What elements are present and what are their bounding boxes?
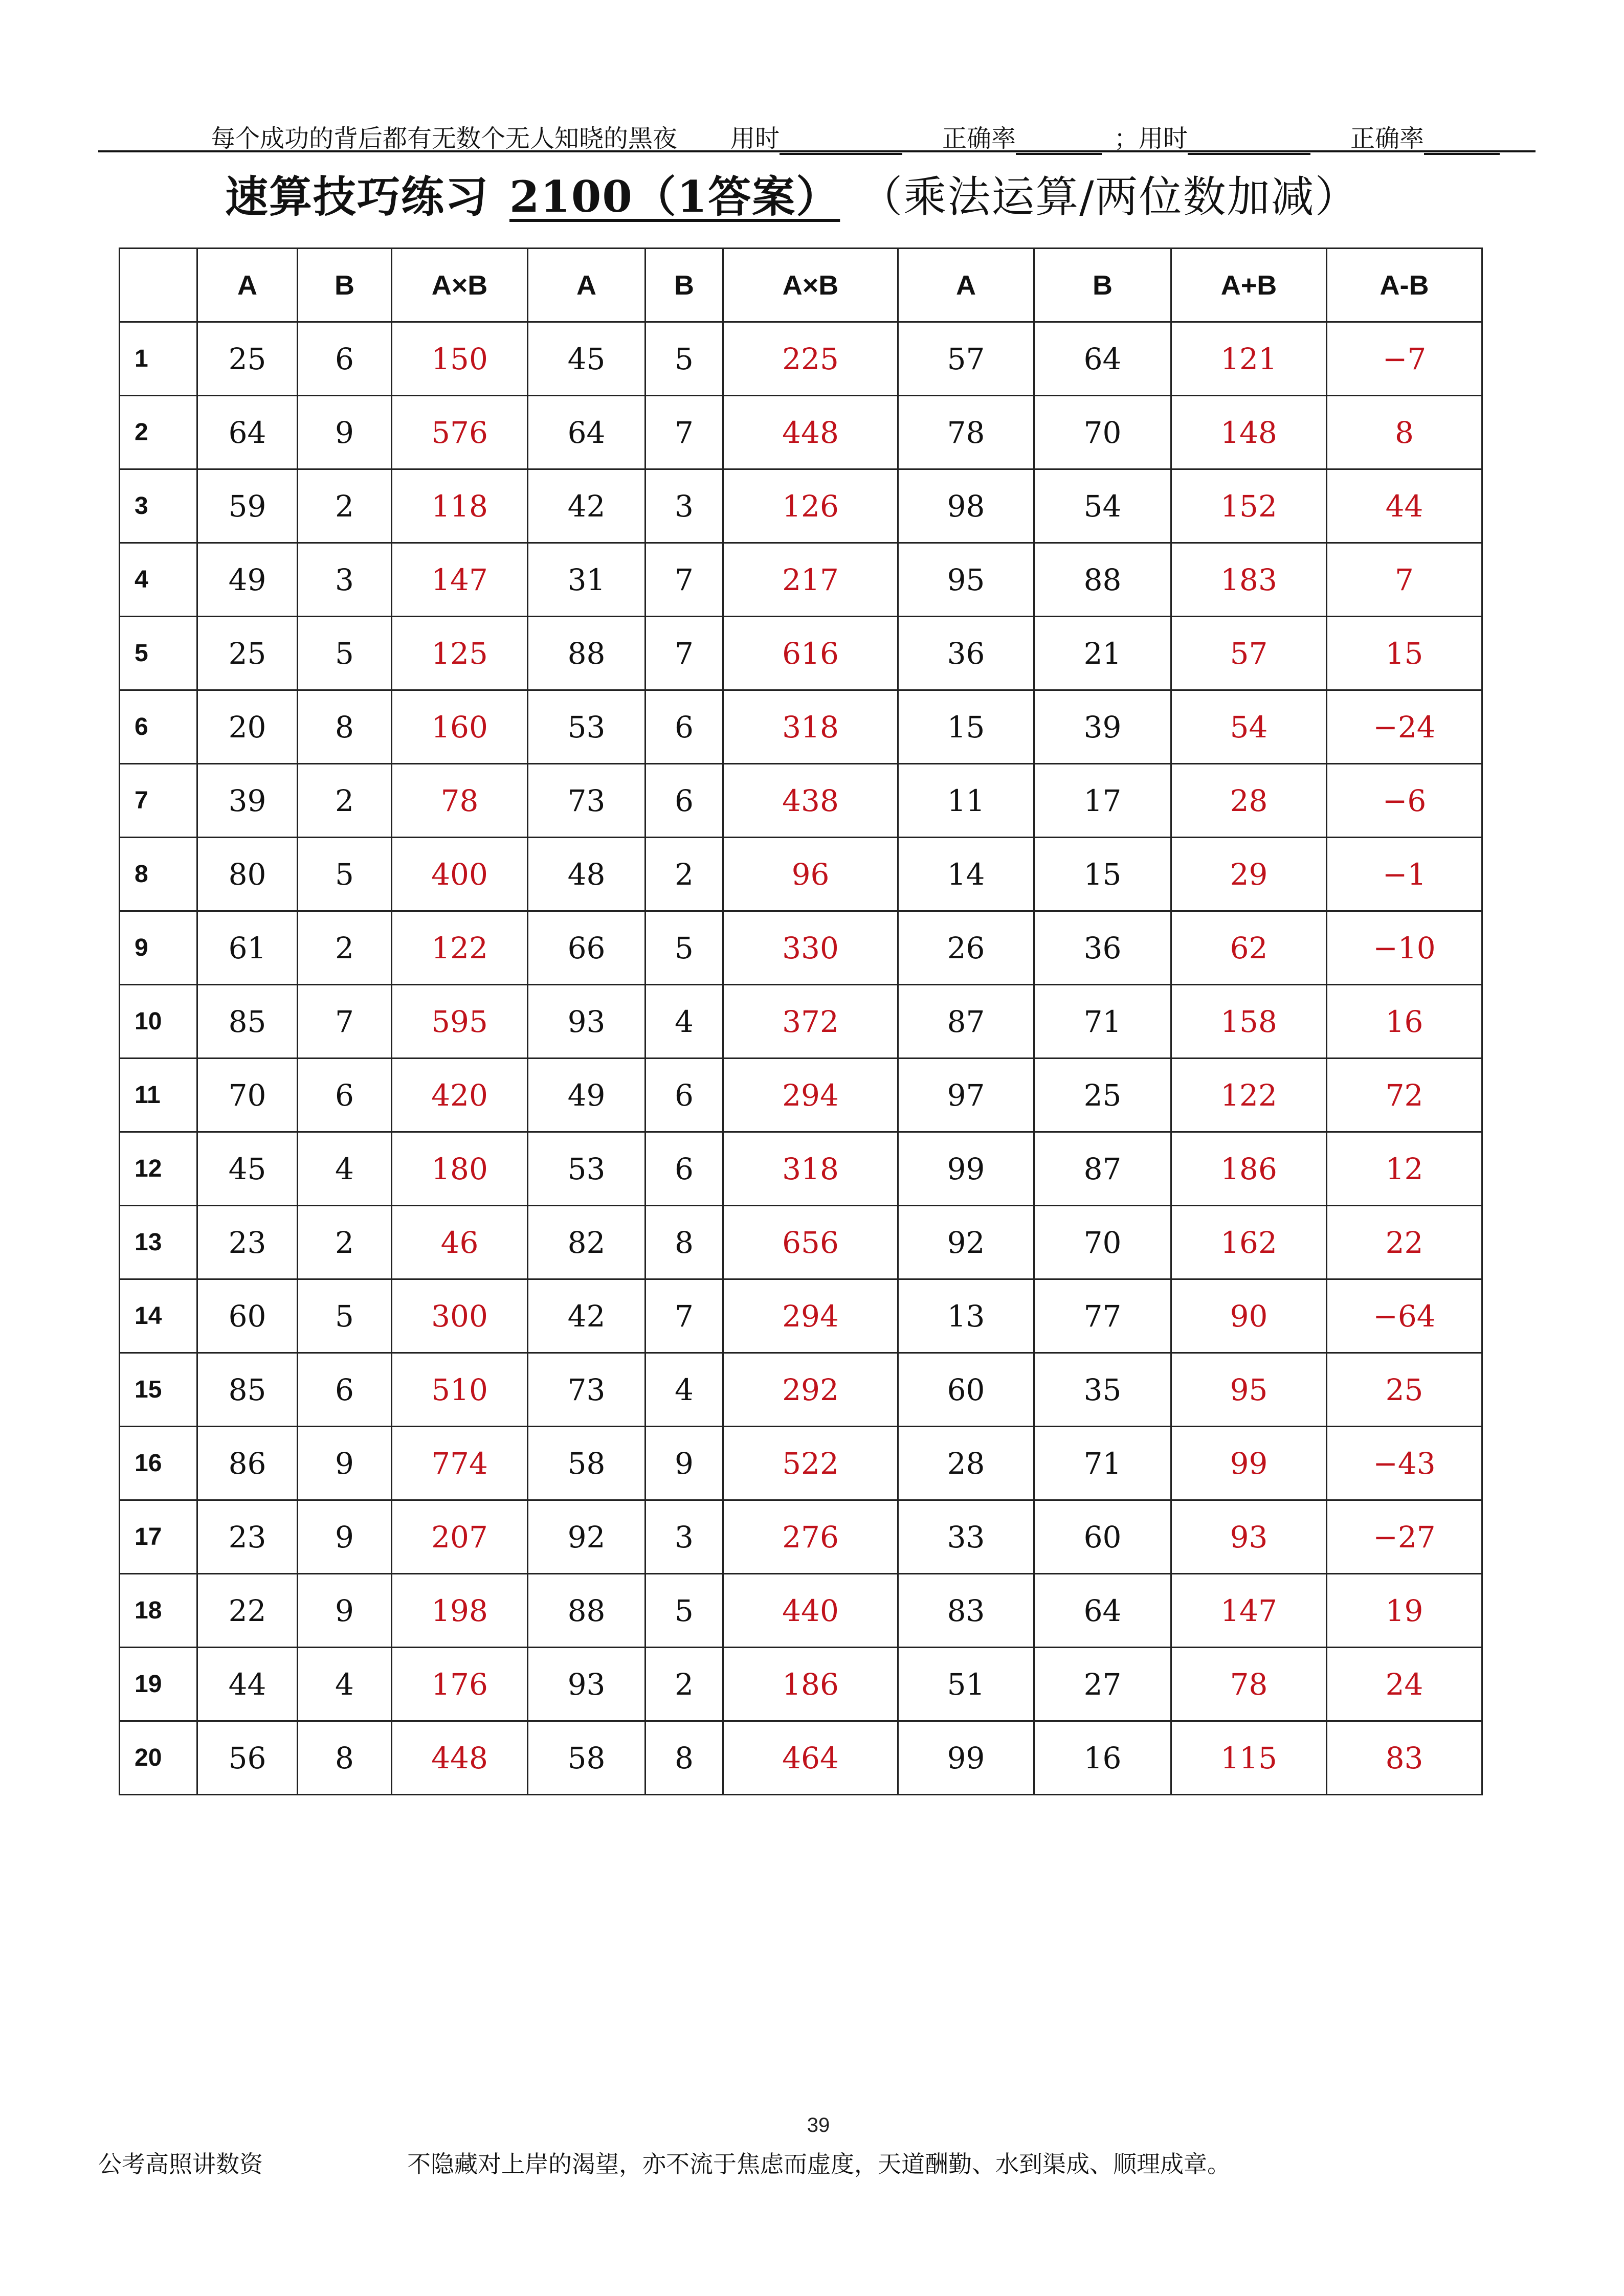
row-number: 4 (120, 543, 197, 617)
answer-cell: 217 (723, 543, 898, 617)
row-number: 9 (120, 911, 197, 985)
answer-cell: 99 (1171, 1427, 1327, 1500)
operand-cell: 64 (528, 396, 646, 469)
answer-cell: 400 (392, 838, 528, 911)
operand-cell: 5 (298, 617, 392, 690)
table-row (120, 985, 1482, 1059)
operand-cell: 93 (528, 985, 646, 1059)
answer-cell: 72 (1327, 1059, 1482, 1132)
answer-cell: 122 (1171, 1059, 1327, 1132)
answer-cell: 78 (1171, 1648, 1327, 1721)
row-number: 14 (120, 1279, 197, 1353)
operand-cell: 42 (528, 469, 646, 543)
table-row (120, 764, 1482, 838)
operand-cell: 39 (197, 764, 298, 838)
table-row (120, 1427, 1482, 1500)
answer-cell: 186 (1171, 1132, 1327, 1206)
operand-cell: 87 (1034, 1132, 1171, 1206)
answer-cell: 294 (723, 1279, 898, 1353)
operand-cell: 85 (197, 1353, 298, 1427)
answer-cell: 95 (1171, 1353, 1327, 1427)
operand-cell: 64 (1034, 1574, 1171, 1648)
header-cell: A-B (1327, 249, 1482, 322)
answer-cell: 440 (723, 1574, 898, 1648)
answer-cell: 464 (723, 1721, 898, 1795)
operand-cell: 3 (646, 1500, 723, 1574)
operand-cell: 4 (298, 1648, 392, 1721)
operand-cell: 7 (646, 617, 723, 690)
table-row (120, 617, 1482, 690)
operand-cell: 21 (1034, 617, 1171, 690)
answer-cell: 162 (1171, 1206, 1327, 1279)
operand-cell: 23 (197, 1500, 298, 1574)
operand-cell: 25 (1034, 1059, 1171, 1132)
answer-cell: −43 (1327, 1427, 1482, 1500)
answer-cell: 420 (392, 1059, 528, 1132)
answer-cell: 148 (1171, 396, 1327, 469)
header-cell: A×B (392, 249, 528, 322)
table-row (120, 1648, 1482, 1721)
operand-cell: 8 (298, 1721, 392, 1795)
answer-cell: 54 (1171, 690, 1327, 764)
answer-cell: 225 (723, 322, 898, 396)
operand-cell: 83 (898, 1574, 1034, 1648)
table-row (120, 690, 1482, 764)
operand-cell: 45 (528, 322, 646, 396)
operand-cell: 6 (646, 690, 723, 764)
row-number: 8 (120, 838, 197, 911)
table-row (120, 396, 1482, 469)
table-row (120, 1721, 1482, 1795)
operand-cell: 9 (298, 1500, 392, 1574)
answer-cell: 330 (723, 911, 898, 985)
answer-cell: 207 (392, 1500, 528, 1574)
operand-cell: 3 (298, 543, 392, 617)
table-header-row (120, 249, 1482, 322)
operand-cell: 2 (298, 764, 392, 838)
answer-cell: 180 (392, 1132, 528, 1206)
answer-cell: 83 (1327, 1721, 1482, 1795)
operand-cell: 35 (1034, 1353, 1171, 1427)
answer-cell: 510 (392, 1353, 528, 1427)
separator: ； (1114, 124, 1139, 153)
row-number: 16 (120, 1427, 197, 1500)
answer-cell: 300 (392, 1279, 528, 1353)
answer-cell: 93 (1171, 1500, 1327, 1574)
accuracy-field-2 (1350, 119, 1500, 155)
operand-cell: 88 (1034, 543, 1171, 617)
page-title (225, 163, 1359, 229)
answer-cell: 448 (723, 396, 898, 469)
answer-cell: 15 (1327, 617, 1482, 690)
table-row (120, 322, 1482, 396)
answer-cell: 28 (1171, 764, 1327, 838)
answer-cell: 96 (723, 838, 898, 911)
answer-cell: 90 (1171, 1279, 1327, 1353)
header-motto: 每个成功的背后都有无数个无人知晓的黑夜 (211, 124, 678, 153)
operand-cell: 36 (1034, 911, 1171, 985)
header-cell: A (197, 249, 298, 322)
operand-cell: 6 (298, 1059, 392, 1132)
operand-cell: 86 (197, 1427, 298, 1500)
answer-cell: 176 (392, 1648, 528, 1721)
row-number: 10 (120, 985, 197, 1059)
row-number: 6 (120, 690, 197, 764)
answer-cell: 160 (392, 690, 528, 764)
operand-cell: 26 (898, 911, 1034, 985)
answer-cell: 78 (392, 764, 528, 838)
accuracy-label-1: 正确率 (942, 124, 1016, 153)
row-number: 20 (120, 1721, 197, 1795)
title-main: 速算技巧练习 (225, 171, 490, 222)
table-row (120, 1353, 1482, 1427)
operand-cell: 2 (646, 1648, 723, 1721)
operand-cell: 15 (898, 690, 1034, 764)
operand-cell: 92 (898, 1206, 1034, 1279)
operand-cell: 48 (528, 838, 646, 911)
operand-cell: 4 (646, 985, 723, 1059)
operand-cell: 7 (646, 396, 723, 469)
answer-cell: 147 (1171, 1574, 1327, 1648)
operand-cell: 78 (898, 396, 1034, 469)
answer-cell: 7 (1327, 543, 1482, 617)
answer-cell: 616 (723, 617, 898, 690)
row-number: 7 (120, 764, 197, 838)
operand-cell: 2 (298, 911, 392, 985)
operand-cell: 9 (646, 1427, 723, 1500)
answer-cell: 294 (723, 1059, 898, 1132)
operand-cell: 60 (197, 1279, 298, 1353)
operand-cell: 8 (298, 690, 392, 764)
operand-cell: 4 (646, 1353, 723, 1427)
answer-cell: 57 (1171, 617, 1327, 690)
header-cell: A×B (723, 249, 898, 322)
operand-cell: 5 (298, 1279, 392, 1353)
operand-cell: 15 (1034, 838, 1171, 911)
operand-cell: 6 (646, 1059, 723, 1132)
operand-cell: 70 (1034, 1206, 1171, 1279)
answer-cell: 448 (392, 1721, 528, 1795)
operand-cell: 11 (898, 764, 1034, 838)
operand-cell: 58 (528, 1427, 646, 1500)
answer-cell: −7 (1327, 322, 1482, 396)
row-number: 19 (120, 1648, 197, 1721)
operand-cell: 25 (197, 322, 298, 396)
operand-cell: 3 (646, 469, 723, 543)
row-number: 17 (120, 1500, 197, 1574)
answer-cell: 438 (723, 764, 898, 838)
operand-cell: 5 (646, 322, 723, 396)
answer-cell: 774 (392, 1427, 528, 1500)
operand-cell: 22 (197, 1574, 298, 1648)
operand-cell: 33 (898, 1500, 1034, 1574)
time-field-1 (730, 119, 902, 155)
operand-cell: 2 (646, 838, 723, 911)
answer-cell: 115 (1171, 1721, 1327, 1795)
operand-cell: 7 (646, 543, 723, 617)
operand-cell: 77 (1034, 1279, 1171, 1353)
table-row (120, 1132, 1482, 1206)
answer-cell: 656 (723, 1206, 898, 1279)
row-number: 13 (120, 1206, 197, 1279)
row-number: 11 (120, 1059, 197, 1132)
table-row (120, 1206, 1482, 1279)
answer-cell: 46 (392, 1206, 528, 1279)
operand-cell: 9 (298, 1427, 392, 1500)
operand-cell: 53 (528, 1132, 646, 1206)
operand-cell: 39 (1034, 690, 1171, 764)
operand-cell: 7 (298, 985, 392, 1059)
answer-cell: 118 (392, 469, 528, 543)
table-row (120, 1500, 1482, 1574)
answer-cell: 19 (1327, 1574, 1482, 1648)
answer-cell: 22 (1327, 1206, 1482, 1279)
header-cell: B (298, 249, 392, 322)
operand-cell: 60 (1034, 1500, 1171, 1574)
table-row (120, 469, 1482, 543)
operand-cell: 5 (646, 911, 723, 985)
answer-cell: 125 (392, 617, 528, 690)
operand-cell: 60 (898, 1353, 1034, 1427)
answer-cell: 183 (1171, 543, 1327, 617)
operand-cell: 56 (197, 1721, 298, 1795)
answer-cell: 576 (392, 396, 528, 469)
row-number: 18 (120, 1574, 197, 1648)
operand-cell: 53 (528, 690, 646, 764)
answer-cell: 595 (392, 985, 528, 1059)
answer-cell: 522 (723, 1427, 898, 1500)
row-number: 5 (120, 617, 197, 690)
operand-cell: 66 (528, 911, 646, 985)
answer-cell: −24 (1327, 690, 1482, 764)
operand-cell: 98 (898, 469, 1034, 543)
operand-cell: 7 (646, 1279, 723, 1353)
operand-cell: 71 (1034, 1427, 1171, 1500)
answer-cell: 152 (1171, 469, 1327, 543)
table-row (120, 1279, 1482, 1353)
operand-cell: 70 (197, 1059, 298, 1132)
answer-cell: −64 (1327, 1279, 1482, 1353)
operand-cell: 5 (646, 1574, 723, 1648)
answer-cell: 44 (1327, 469, 1482, 543)
operand-cell: 6 (298, 322, 392, 396)
operand-cell: 92 (528, 1500, 646, 1574)
answer-cell: 150 (392, 322, 528, 396)
operand-cell: 27 (1034, 1648, 1171, 1721)
operand-cell: 64 (1034, 322, 1171, 396)
title-subtitle: （乘法运算/两位数加减） (881, 172, 1359, 222)
table-row (120, 1059, 1482, 1132)
operand-cell: 73 (528, 1353, 646, 1427)
answer-cell: 25 (1327, 1353, 1482, 1427)
operand-cell: 2 (298, 1206, 392, 1279)
answer-cell: 318 (723, 690, 898, 764)
operand-cell: 71 (1034, 985, 1171, 1059)
header-cell: B (1034, 249, 1171, 322)
answer-cell: −1 (1327, 838, 1482, 911)
row-number: 3 (120, 469, 197, 543)
operand-cell: 97 (898, 1059, 1034, 1132)
answer-cell: 318 (723, 1132, 898, 1206)
operand-cell: 99 (898, 1721, 1034, 1795)
operand-cell: 8 (646, 1721, 723, 1795)
answer-cell: −10 (1327, 911, 1482, 985)
header-cell: A+B (1171, 249, 1327, 322)
answer-cell: 8 (1327, 396, 1482, 469)
table-row (120, 838, 1482, 911)
operand-cell: 17 (1034, 764, 1171, 838)
accuracy-label-2: 正确率 (1350, 124, 1425, 153)
operand-cell: 58 (528, 1721, 646, 1795)
answer-cell: 372 (723, 985, 898, 1059)
operand-cell: 73 (528, 764, 646, 838)
operand-cell: 36 (898, 617, 1034, 690)
operand-cell: 88 (528, 617, 646, 690)
operand-cell: 9 (298, 1574, 392, 1648)
operand-cell: 80 (197, 838, 298, 911)
row-number: 2 (120, 396, 197, 469)
header-divider (98, 150, 1536, 152)
operand-cell: 42 (528, 1279, 646, 1353)
answer-cell: 198 (392, 1574, 528, 1648)
operand-cell: 9 (298, 396, 392, 469)
operand-cell: 93 (528, 1648, 646, 1721)
operand-cell: 45 (197, 1132, 298, 1206)
answer-cell: 29 (1171, 838, 1327, 911)
operand-cell: 85 (197, 985, 298, 1059)
answer-cell: 276 (723, 1500, 898, 1574)
footer-author: 公考高照讲数资 (98, 2150, 263, 2178)
time-label-1: 用时 (730, 124, 780, 153)
operand-cell: 87 (898, 985, 1034, 1059)
operand-cell: 25 (197, 617, 298, 690)
answer-cell: 12 (1327, 1132, 1482, 1206)
operand-cell: 2 (298, 469, 392, 543)
answer-cell: 292 (723, 1353, 898, 1427)
header-cell: A (528, 249, 646, 322)
operand-cell: 28 (898, 1427, 1034, 1500)
operand-cell: 59 (197, 469, 298, 543)
operand-cell: 31 (528, 543, 646, 617)
operand-cell: 8 (646, 1206, 723, 1279)
operand-cell: 13 (898, 1279, 1034, 1353)
answer-cell: 147 (392, 543, 528, 617)
time-label-2: 用时 (1139, 124, 1188, 153)
operand-cell: 57 (898, 322, 1034, 396)
title-code: 2100（1答案） (509, 171, 840, 222)
operand-cell: 95 (898, 543, 1034, 617)
operand-cell: 54 (1034, 469, 1171, 543)
operand-cell: 14 (898, 838, 1034, 911)
answer-cell: 126 (723, 469, 898, 543)
answer-cell: −6 (1327, 764, 1482, 838)
answer-cell: 186 (723, 1648, 898, 1721)
table-row (120, 911, 1482, 985)
answer-cell: 16 (1327, 985, 1482, 1059)
operand-cell: 4 (298, 1132, 392, 1206)
operand-cell: 16 (1034, 1721, 1171, 1795)
operand-cell: 82 (528, 1206, 646, 1279)
header-cell: B (646, 249, 723, 322)
table-body (120, 322, 1482, 1795)
operand-cell: 49 (197, 543, 298, 617)
time-field-2 (1114, 119, 1310, 155)
accuracy-field-1 (942, 119, 1102, 155)
operand-cell: 20 (197, 690, 298, 764)
operand-cell: 88 (528, 1574, 646, 1648)
answer-cell: 62 (1171, 911, 1327, 985)
row-number: 12 (120, 1132, 197, 1206)
table-row (120, 1574, 1482, 1648)
answer-cell: 158 (1171, 985, 1327, 1059)
operand-cell: 70 (1034, 396, 1171, 469)
operand-cell: 6 (298, 1353, 392, 1427)
answer-cell: −27 (1327, 1500, 1482, 1574)
operand-cell: 6 (646, 764, 723, 838)
operand-cell: 23 (197, 1206, 298, 1279)
operand-cell: 61 (197, 911, 298, 985)
operand-cell: 49 (528, 1059, 646, 1132)
operand-cell: 6 (646, 1132, 723, 1206)
row-number: 15 (120, 1353, 197, 1427)
answer-cell: 122 (392, 911, 528, 985)
row-number: 1 (120, 322, 197, 396)
operand-cell: 44 (197, 1648, 298, 1721)
operand-cell: 51 (898, 1648, 1034, 1721)
footer-motto: 不隐藏对上岸的渴望，亦不流于焦虑而虚度，天道酬勤、水到渠成、顺理成章。 (407, 2150, 1231, 2178)
answer-cell: 121 (1171, 322, 1327, 396)
answer-cell: 24 (1327, 1648, 1482, 1721)
answer-table (119, 247, 1483, 1795)
operand-cell: 64 (197, 396, 298, 469)
operand-cell: 5 (298, 838, 392, 911)
header-cell: A (898, 249, 1034, 322)
operand-cell: 99 (898, 1132, 1034, 1206)
table-row (120, 543, 1482, 617)
page-number: 39 (807, 2114, 830, 2136)
header-cell-index (120, 249, 197, 322)
